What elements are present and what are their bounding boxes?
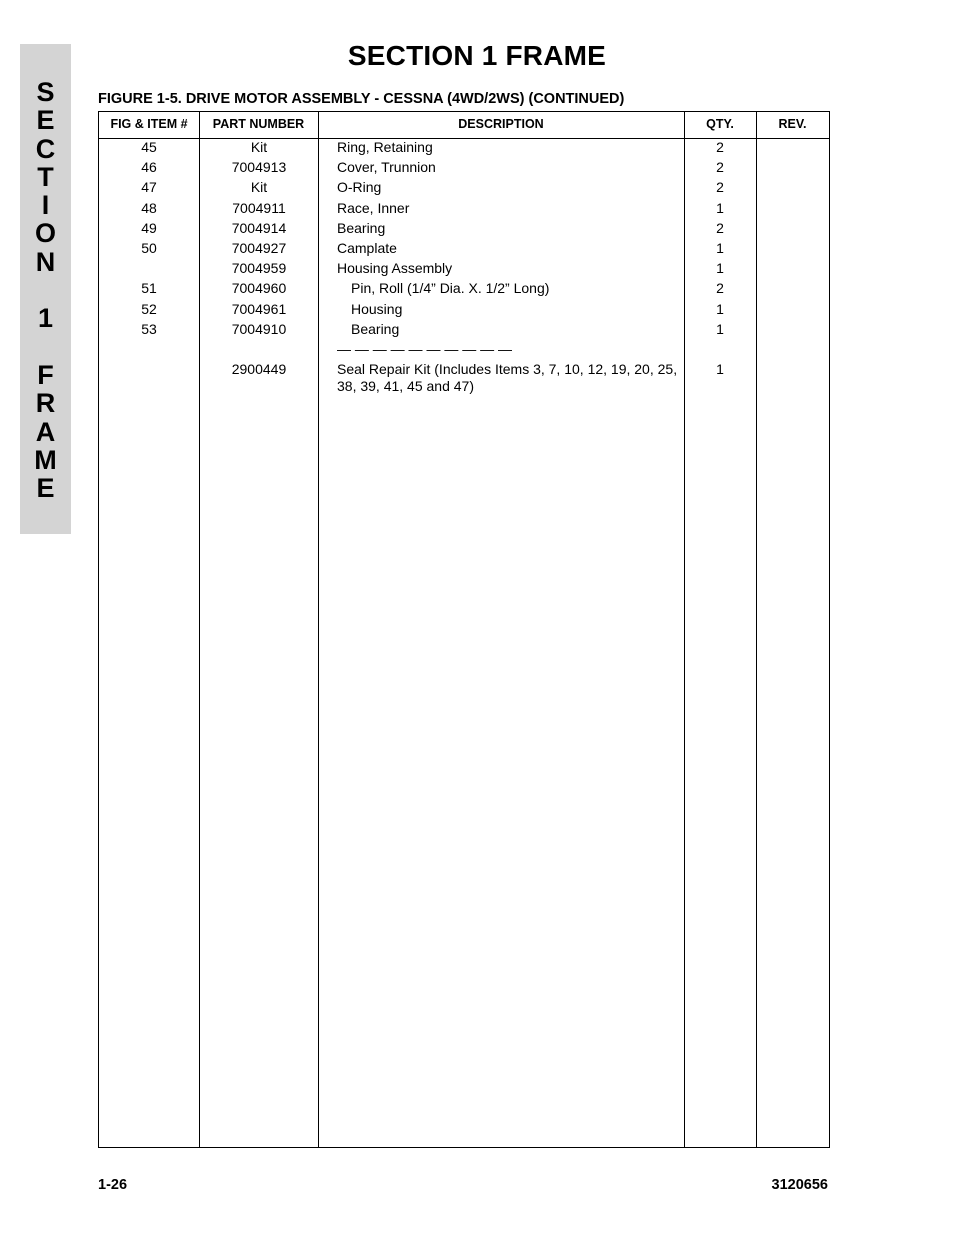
description-cell: Ring, Retaining bbox=[337, 139, 433, 155]
part-number-cell: 7004911 bbox=[232, 199, 286, 216]
qty-cell: 1 bbox=[716, 260, 724, 277]
qty-cell: 1 bbox=[716, 300, 724, 317]
part-number-cell: Kit bbox=[250, 139, 268, 155]
description-cell: Housing Assembly bbox=[337, 260, 453, 277]
qty-cell: 2 bbox=[716, 280, 724, 297]
table-row bbox=[99, 321, 829, 341]
header-fig-item: FIG & ITEM # bbox=[110, 117, 188, 131]
qty-cell: 1 bbox=[716, 239, 724, 256]
fig-item-cell: 53 bbox=[141, 320, 157, 337]
page-number: 1-26 bbox=[98, 1177, 128, 1193]
header-qty: QTY. bbox=[706, 117, 734, 131]
description-cell: O-Ring bbox=[337, 179, 382, 196]
parts-table bbox=[98, 111, 830, 1148]
header-rev: REV. bbox=[778, 117, 807, 131]
side-tab-letter: M bbox=[34, 444, 57, 475]
part-number-cell: 7004961 bbox=[231, 300, 287, 317]
table-row bbox=[99, 179, 829, 199]
table-row bbox=[99, 139, 829, 159]
description-cell: Housing bbox=[351, 300, 403, 317]
fig-item-cell: 49 bbox=[141, 219, 157, 236]
part-number-cell: 7004914 bbox=[231, 219, 287, 236]
side-tab-letter: N bbox=[35, 246, 56, 277]
part-number-cell: 7004959 bbox=[231, 260, 287, 277]
header-description: DESCRIPTION bbox=[458, 117, 544, 131]
part-number-cell: 7004960 bbox=[231, 280, 287, 297]
part-number-cell: 2900449 bbox=[231, 361, 287, 378]
fig-item-cell: 50 bbox=[141, 239, 157, 256]
description-cell: Seal Repair Kit (Includes Items 3, 7, 10, 12, 19, 20, 25, 38, 39, 41, 45 and 47) bbox=[337, 361, 678, 395]
section-side-tab bbox=[20, 44, 71, 534]
description-cell: Pin, Roll (1/4” Dia. X. 1/2” Long) bbox=[351, 280, 550, 297]
qty-cell: 2 bbox=[716, 159, 724, 176]
table-header-row bbox=[99, 112, 829, 139]
fig-item-cell: 45 bbox=[141, 139, 157, 155]
table-row bbox=[99, 361, 829, 401]
description-cell: Camplate bbox=[337, 239, 397, 256]
side-tab-letter: O bbox=[34, 218, 56, 249]
qty-cell: 2 bbox=[716, 179, 724, 196]
document-number: 3120656 bbox=[771, 1177, 828, 1193]
fig-item-cell: 52 bbox=[141, 300, 157, 317]
qty-cell: 1 bbox=[716, 199, 724, 216]
table-row bbox=[99, 200, 829, 220]
part-number-cell: 7004910 bbox=[231, 320, 287, 337]
fig-item-cell: 48 bbox=[141, 199, 157, 216]
table-row bbox=[99, 280, 829, 300]
fig-item-cell: 51 bbox=[141, 280, 157, 297]
qty-cell: 1 bbox=[716, 361, 724, 378]
table-row bbox=[99, 260, 829, 280]
side-tab-letter: A bbox=[35, 416, 56, 447]
side-tab-letters bbox=[20, 78, 71, 502]
side-tab-letter: E bbox=[36, 473, 55, 504]
side-tab-letter: E bbox=[36, 105, 55, 136]
header-part-number: PART NUMBER bbox=[212, 117, 305, 131]
table-row bbox=[99, 301, 829, 321]
side-tab-letter: T bbox=[37, 161, 54, 192]
figure-title: FIGURE 1-5. DRIVE MOTOR ASSEMBLY - CESSNA (4WD/2WS) (CONTINUED) bbox=[98, 91, 625, 107]
side-tab-letter: F bbox=[37, 359, 54, 390]
qty-cell: 1 bbox=[716, 320, 724, 337]
table-body bbox=[99, 139, 829, 401]
table-row bbox=[99, 159, 829, 179]
part-number-cell: 7004927 bbox=[231, 239, 287, 256]
side-tab-letter: C bbox=[35, 133, 56, 164]
fig-item-cell: 47 bbox=[141, 179, 157, 196]
description-cell: Bearing bbox=[351, 320, 400, 337]
fig-item-cell: 46 bbox=[141, 159, 157, 176]
section-title: SECTION 1 FRAME bbox=[347, 40, 607, 71]
side-tab-letter: R bbox=[35, 388, 56, 419]
side-tab-letter: S bbox=[36, 77, 55, 107]
table-row-separator bbox=[99, 341, 829, 361]
part-number-cell: 7004913 bbox=[231, 159, 287, 176]
table-row bbox=[99, 220, 829, 240]
side-tab-letter: 1 bbox=[37, 303, 54, 334]
qty-cell: 2 bbox=[716, 139, 724, 155]
side-tab-letter: I bbox=[41, 190, 50, 221]
description-cell: Cover, Trunnion bbox=[337, 159, 436, 176]
description-cell: Race, Inner bbox=[337, 199, 410, 216]
description-cell: Bearing bbox=[337, 219, 386, 236]
table-row bbox=[99, 240, 829, 260]
dash-separator: — — — — — — — — — — bbox=[337, 340, 513, 357]
qty-cell: 2 bbox=[716, 219, 724, 236]
part-number-cell: Kit bbox=[250, 179, 268, 196]
